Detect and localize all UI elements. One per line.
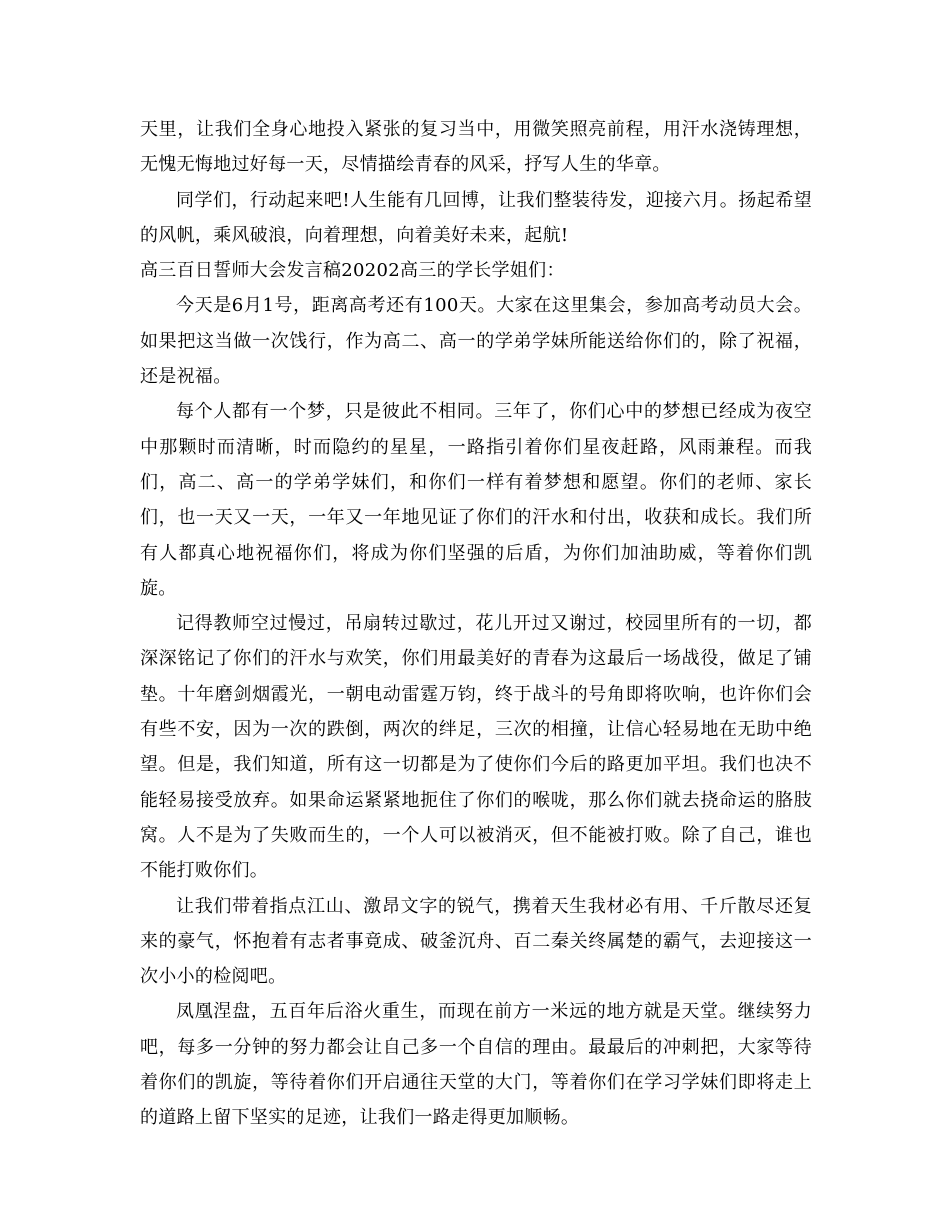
speech-heading: 高三百日誓师大会发言稿20202高三的学长学姐们： — [140, 260, 565, 282]
paragraph-5: 每个人都有一个梦，只是彼此不相同。三年了，你们心中的梦想已经成为夜空中那颗时而清晰，时而隐约的星星，一路指引着你们星夜赶路，风雨兼程。而我们，高二、高一的学弟学妹们，和你们一样有着梦想和愿望。你们的老师、家长们，也一天又一天，一年又一年地见证了你们的汗水和付出，收获和成长。我们所有人都真心地祝福你们，将成为你们坚强的后盾，为你们加油助威，等着你们凯旋。 — [140, 401, 812, 599]
paragraph-2: 同学们，行动起来吧!人生能有几回博，让我们整装待发，迎接六月。扬起希望的风帆，乘风破浪，向着理想，向着美好未来，起航! — [140, 189, 812, 246]
paragraph-1: 天里，让我们全身心地投入紧张的复习当中，用微笑照亮前程，用汗水浇铸理想，无愧无悔地过好每一天，尽情描绘青春的风采，抒写人生的华章。 — [140, 119, 812, 176]
paragraph-6: 记得教师空过慢过，吊扇转过歇过，花儿开过又谢过，校园里所有的一切，都深深铭记了你们的汗水与欢笑，你们用最美好的青春为这最后一场战役，做足了铺垫。十年磨剑烟霞光，一朝电动雷霆万钧，终于战斗的号角即将吹响，也许你们会有些不安，因为一次的跌倒，两次的绊足，三次的相撞，让信心轻易地在无助中绝望。但是，我们知道，所有这一切都是为了使你们今后的路更加平坦。我们也决不能轻易接受放弃。如果命运紧紧地扼住了你们的喉咙，那么你们就去挠命运的胳肢窝。人不是为了失败而生的，一个人可以被消灭，但不能被打败。除了自己，谁也不能打败你们。 — [140, 613, 812, 882]
paragraph-4: 今天是6月1号，距离高考还有100天。大家在这里集会，参加高考动员大会。如果把这当做一次饯行，作为高二、高一的学弟学妹所能送给你们的，除了祝福，还是祝福。 — [140, 295, 812, 388]
paragraph-7: 让我们带着指点江山、激昂文字的锐气，携着天生我材必有用、千斤散尽还复来的豪气，怀抱着有志者事竟成、破釜沉舟、百二秦关终属楚的霸气，去迎接这一次小小的检阅吧。 — [140, 895, 812, 988]
document-page — [140, 112, 812, 1136]
paragraph-8: 凤凰涅盘，五百年后浴火重生，而现在前方一米远的地方就是天堂。继续努力吧，每多一分钟的努力都会让自己多一个自信的理由。最最后的冲刺把，大家等待着你们的凯旋，等待着你们开启通往天堂的大门，等着你们在学习学妹们即将走上的道路上留下坚实的足迹，让我们一路走得更加顺畅。 — [140, 1001, 812, 1129]
